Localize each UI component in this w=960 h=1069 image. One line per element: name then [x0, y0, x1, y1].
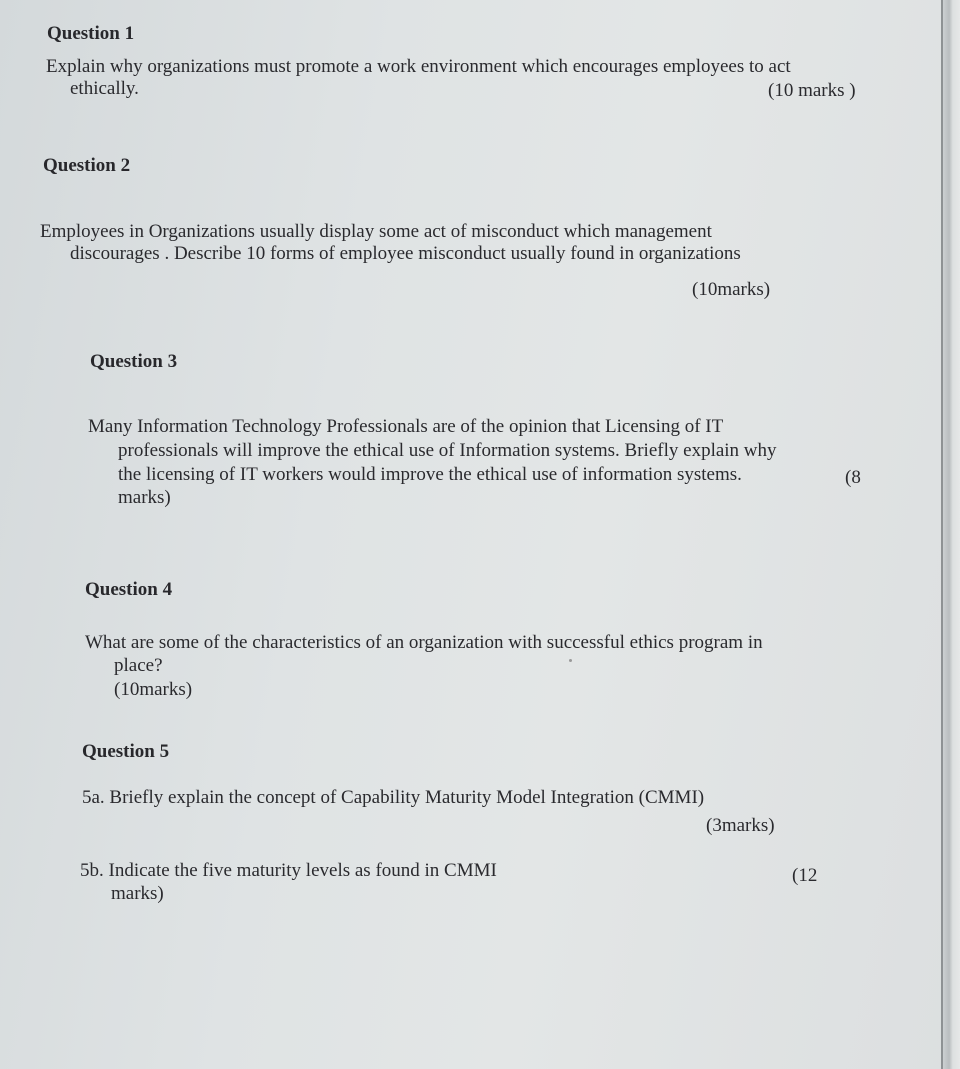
- question-3-marks: (8: [845, 467, 861, 488]
- question-1-heading: Question 1: [47, 23, 135, 44]
- question-5a-marks: (3marks): [706, 815, 775, 836]
- question-2-heading: Question 2: [43, 155, 131, 176]
- question-4-line-1: What are some of the characteristics of an organization with successful ethics program in: [85, 632, 763, 653]
- question-3-line-3: the licensing of IT workers would improve the ethical use of information systems.: [118, 464, 742, 485]
- question-3-heading: Question 3: [90, 351, 178, 372]
- question-5b-line-1: 5b. Indicate the five maturity levels as found in CMMI: [80, 860, 497, 881]
- question-4-heading: Question 4: [85, 579, 173, 600]
- question-2-marks: (10marks): [692, 279, 771, 300]
- question-2-line-1: Employees in Organizations usually display some act of misconduct which management: [40, 221, 712, 242]
- question-1-marks: (10 marks ): [768, 80, 856, 101]
- question-1-line-2: ethically.: [70, 78, 139, 99]
- question-5a-line-1: 5a. Briefly explain the concept of Capability Maturity Model Integration (CMMI): [82, 787, 705, 808]
- paper-edge: [942, 0, 960, 1069]
- question-5b-marks: (12: [792, 865, 818, 886]
- question-5-heading: Question 5: [82, 741, 170, 762]
- question-3-line-4: marks): [118, 487, 171, 508]
- question-2-line-2: discourages . Describe 10 forms of employee misconduct usually found in organizations: [70, 243, 741, 264]
- paper-edge-shadow: [941, 0, 943, 1069]
- question-4-line-2: place?: [114, 655, 163, 676]
- question-4-marks: (10marks): [114, 679, 193, 700]
- question-3-line-2: professionals will improve the ethical use of Information systems. Briefly explain why: [118, 440, 777, 461]
- question-1-line-1: Explain why organizations must promote a work environment which encourages employees to act: [46, 56, 791, 77]
- question-5b-line-2: marks): [111, 883, 164, 904]
- question-3-line-1: Many Information Technology Professionals are of the opinion that Licensing of IT: [88, 416, 724, 437]
- smudge-mark: [569, 659, 572, 662]
